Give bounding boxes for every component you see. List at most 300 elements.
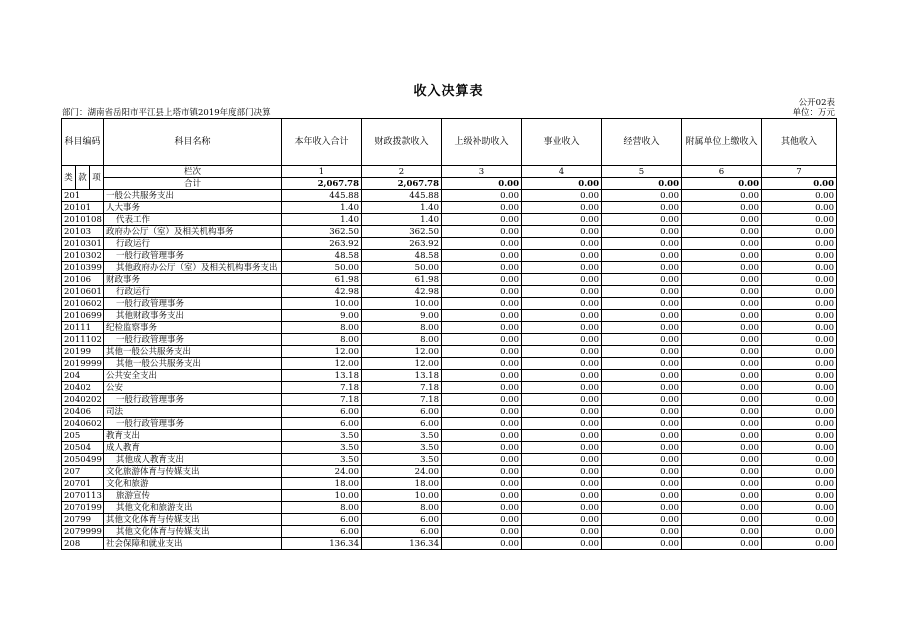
amount-cell: 0.00 [442,478,522,490]
subject-code: 2011102 [62,334,104,346]
amount-cell: 0.00 [522,466,602,478]
table-row [62,454,837,466]
table-row [62,418,837,430]
amount-cell: 1.40 [362,202,442,214]
subject-name: 人大事务 [104,202,282,214]
amount-cell: 1.40 [362,214,442,226]
amount-cell: 3.50 [362,442,442,454]
header-subject-name: 科目名称 [104,119,282,166]
amount-cell: 7.18 [282,394,362,406]
amount-cell: 6.00 [362,418,442,430]
amount-cell: 0.00 [602,238,682,250]
amount-cell: 0.00 [602,454,682,466]
subject-name: 其他财政事务支出 [104,310,282,322]
amount-cell: 0.00 [522,526,602,538]
subject-name: 文化和旅游 [104,478,282,490]
amount-cell: 0.00 [682,478,762,490]
amount-cell: 1.40 [282,214,362,226]
amount-cell: 0.00 [602,370,682,382]
form-code: 公开02表 [798,98,835,108]
amount-cell: 0.00 [522,430,602,442]
amount-cell: 0.00 [762,538,837,550]
subject-code: 205 [62,430,104,442]
subject-code: 2079999 [62,526,104,538]
table-row [62,226,837,238]
subject-name: 其他文化和旅游支出 [104,502,282,514]
amount-cell: 50.00 [362,262,442,274]
amount-cell: 0.00 [602,262,682,274]
subject-name: 行政运行 [104,286,282,298]
amount-cell: 0.00 [682,226,762,238]
table-row [62,406,837,418]
total-row [62,178,837,190]
subject-code: 2010301 [62,238,104,250]
amount-cell: 0.00 [442,454,522,466]
column-number: 4 [522,166,602,178]
amount-cell: 0.00 [762,430,837,442]
amount-cell: 0.00 [602,466,682,478]
amount-cell: 7.18 [362,382,442,394]
header-other-income: 其他收入 [762,119,837,166]
amount-cell: 18.00 [362,478,442,490]
subject-code: 20199 [62,346,104,358]
table-row [62,262,837,274]
amount-cell: 0.00 [522,202,602,214]
amount-cell: 13.18 [362,370,442,382]
header-affiliated-income: 附属单位上缴收入 [682,119,762,166]
amount-cell: 0.00 [682,466,762,478]
table-row [62,382,837,394]
subject-code: 20504 [62,442,104,454]
amount-cell: 0.00 [442,226,522,238]
subject-code: 201 [62,190,104,202]
amount-cell: 6.00 [362,406,442,418]
amount-cell: 0.00 [682,430,762,442]
subject-code: 2010108 [62,214,104,226]
subject-code: 2010399 [62,262,104,274]
amount-cell: 0.00 [682,406,762,418]
table-row [62,502,837,514]
column-number: 6 [682,166,762,178]
table-row [62,394,837,406]
subject-name: 其他一般公共服务支出 [104,346,282,358]
amount-cell: 18.00 [282,478,362,490]
subject-name: 财政事务 [104,274,282,286]
header-superior-subsidy: 上级补助收入 [442,119,522,166]
table-row [62,298,837,310]
subject-code: 20406 [62,406,104,418]
amount-cell: 0.00 [682,346,762,358]
subject-code: 20701 [62,478,104,490]
amount-cell: 0.00 [682,538,762,550]
amount-cell: 0.00 [602,358,682,370]
amount-cell: 136.34 [282,538,362,550]
amount-cell: 0.00 [442,490,522,502]
subject-code: 2070113 [62,490,104,502]
amount-cell: 0.00 [682,418,762,430]
subject-code: 20799 [62,514,104,526]
amount-cell: 0.00 [682,502,762,514]
amount-cell: 0.00 [762,322,837,334]
amount-cell: 0.00 [522,382,602,394]
amount-cell: 0.00 [442,502,522,514]
amount-cell: 362.50 [282,226,362,238]
amount-cell: 1.40 [282,202,362,214]
amount-cell: 0.00 [762,526,837,538]
amount-cell: 0.00 [682,382,762,394]
subject-name: 其他文化体育与传媒支出 [104,526,282,538]
amount-cell: 8.00 [282,322,362,334]
amount-cell: 0.00 [522,358,602,370]
column-number: 7 [762,166,837,178]
amount-cell: 0.00 [682,514,762,526]
subject-code: 2019999 [62,358,104,370]
amount-cell: 8.00 [362,502,442,514]
amount-cell: 8.00 [282,334,362,346]
amount-cell: 0.00 [522,190,602,202]
amount-cell: 0.00 [602,478,682,490]
amount-cell: 0.00 [522,226,602,238]
amount-cell: 0.00 [602,202,682,214]
amount-cell: 0.00 [522,262,602,274]
amount-cell: 0.00 [522,490,602,502]
amount-cell: 0.00 [762,262,837,274]
subject-code: 20111 [62,322,104,334]
amount-cell: 0.00 [682,298,762,310]
amount-cell: 0.00 [762,502,837,514]
amount-cell: 0.00 [522,394,602,406]
amount-cell: 61.98 [282,274,362,286]
column-number: 3 [442,166,522,178]
amount-cell: 10.00 [362,298,442,310]
subject-name: 文化旅游体育与传媒支出 [104,466,282,478]
report-title: 收入决算表 [413,84,484,99]
subject-name: 其他政府办公厅（室）及相关机构事务支出 [104,262,282,274]
amount-cell: 10.00 [282,298,362,310]
amount-cell: 0.00 [442,250,522,262]
amount-cell: 0.00 [442,238,522,250]
amount-cell: 0.00 [522,346,602,358]
amount-cell: 0.00 [522,514,602,526]
subject-code: 2010602 [62,298,104,310]
amount-cell: 0.00 [762,274,837,286]
amount-cell: 6.00 [362,526,442,538]
total-value: 0.00 [522,178,602,190]
amount-cell: 0.00 [762,334,837,346]
header-operating-income: 经营收入 [602,119,682,166]
amount-cell: 0.00 [522,334,602,346]
amount-cell: 0.00 [602,430,682,442]
amount-cell: 445.88 [282,190,362,202]
column-number-row [62,166,837,178]
amount-cell: 0.00 [762,442,837,454]
header-lei: 类 [62,166,76,190]
amount-cell: 0.00 [602,322,682,334]
amount-cell: 12.00 [362,358,442,370]
amount-cell: 0.00 [602,406,682,418]
total-value: 0.00 [602,178,682,190]
subject-name: 其他一般公共服务支出 [104,358,282,370]
amount-cell: 12.00 [282,346,362,358]
department-label: 部门：湖南省岳阳市平江县上塔市镇2019年度部门决算 [62,108,271,118]
amount-cell: 0.00 [762,394,837,406]
table-row [62,250,837,262]
amount-cell: 48.58 [362,250,442,262]
amount-cell: 0.00 [602,538,682,550]
amount-cell: 0.00 [522,406,602,418]
amount-cell: 6.00 [282,418,362,430]
subject-code: 2010302 [62,250,104,262]
total-value: 2,067.78 [282,178,362,190]
amount-cell: 0.00 [442,346,522,358]
amount-cell: 0.00 [442,466,522,478]
income-table [61,118,837,550]
amount-cell: 0.00 [442,358,522,370]
table-row [62,310,837,322]
total-value: 0.00 [762,178,837,190]
amount-cell: 0.00 [602,214,682,226]
amount-cell: 0.00 [602,490,682,502]
unit-label: 单位：万元 [792,108,835,118]
amount-cell: 0.00 [602,250,682,262]
amount-cell: 0.00 [442,406,522,418]
amount-cell: 13.18 [282,370,362,382]
amount-cell: 0.00 [762,346,837,358]
amount-cell: 8.00 [362,334,442,346]
subject-name: 其他成人教育支出 [104,454,282,466]
table-row [62,538,837,550]
amount-cell: 0.00 [522,502,602,514]
amount-cell: 0.00 [602,502,682,514]
subject-name: 司法 [104,406,282,418]
amount-cell: 0.00 [762,298,837,310]
table-row [62,190,837,202]
amount-cell: 0.00 [762,226,837,238]
subject-name: 社会保障和就业支出 [104,538,282,550]
amount-cell: 0.00 [682,262,762,274]
subject-name: 一般行政管理事务 [104,394,282,406]
subject-code: 2040602 [62,418,104,430]
column-label: 栏次 [104,166,282,178]
amount-cell: 0.00 [762,454,837,466]
subject-code: 2070199 [62,502,104,514]
amount-cell: 0.00 [522,478,602,490]
amount-cell: 0.00 [682,334,762,346]
amount-cell: 0.00 [762,382,837,394]
amount-cell: 6.00 [282,406,362,418]
amount-cell: 0.00 [442,514,522,526]
amount-cell: 0.00 [442,322,522,334]
amount-cell: 0.00 [682,238,762,250]
amount-cell: 0.00 [522,238,602,250]
amount-cell: 8.00 [282,502,362,514]
amount-cell: 0.00 [442,526,522,538]
amount-cell: 0.00 [442,262,522,274]
amount-cell: 362.50 [362,226,442,238]
amount-cell: 0.00 [682,370,762,382]
subject-name: 代表工作 [104,214,282,226]
amount-cell: 0.00 [762,250,837,262]
amount-cell: 0.00 [762,190,837,202]
subject-name: 旅游宣传 [104,490,282,502]
amount-cell: 0.00 [602,442,682,454]
subject-name: 一般行政管理事务 [104,250,282,262]
amount-cell: 7.18 [282,382,362,394]
amount-cell: 6.00 [282,514,362,526]
amount-cell: 0.00 [442,274,522,286]
total-value: 2,067.78 [362,178,442,190]
amount-cell: 0.00 [442,190,522,202]
amount-cell: 0.00 [762,214,837,226]
amount-cell: 0.00 [602,382,682,394]
table-row [62,334,837,346]
amount-cell: 0.00 [602,274,682,286]
amount-cell: 0.00 [522,370,602,382]
amount-cell: 6.00 [362,514,442,526]
amount-cell: 0.00 [442,310,522,322]
header-xiang: 项 [90,166,104,190]
subject-name: 政府办公厅（室）及相关机构事务 [104,226,282,238]
subject-name: 一般行政管理事务 [104,298,282,310]
subject-code: 207 [62,466,104,478]
table-row [62,322,837,334]
subject-name: 其他文化体育与传媒支出 [104,514,282,526]
total-value: 0.00 [442,178,522,190]
table-row [62,526,837,538]
amount-cell: 0.00 [602,526,682,538]
table-row [62,514,837,526]
amount-cell: 0.00 [762,466,837,478]
amount-cell: 0.00 [442,202,522,214]
table-row [62,358,837,370]
subject-name: 成人教育 [104,442,282,454]
amount-cell: 0.00 [682,322,762,334]
amount-cell: 0.00 [522,250,602,262]
amount-cell: 0.00 [522,310,602,322]
amount-cell: 0.00 [602,394,682,406]
header-subject-code: 科目编码 [62,119,104,166]
subject-code: 2050499 [62,454,104,466]
amount-cell: 0.00 [762,514,837,526]
subject-name: 教育支出 [104,430,282,442]
column-number: 1 [282,166,362,178]
amount-cell: 0.00 [682,490,762,502]
subject-code: 20101 [62,202,104,214]
amount-cell: 263.92 [362,238,442,250]
amount-cell: 0.00 [522,442,602,454]
table-row [62,370,837,382]
subject-name: 一般行政管理事务 [104,418,282,430]
amount-cell: 10.00 [282,490,362,502]
amount-cell: 0.00 [762,406,837,418]
amount-cell: 24.00 [282,466,362,478]
amount-cell: 0.00 [682,394,762,406]
amount-cell: 9.00 [362,310,442,322]
amount-cell: 0.00 [682,214,762,226]
amount-cell: 9.00 [282,310,362,322]
amount-cell: 0.00 [522,298,602,310]
amount-cell: 0.00 [522,274,602,286]
amount-cell: 3.50 [282,442,362,454]
subject-code: 20106 [62,274,104,286]
amount-cell: 0.00 [602,286,682,298]
subject-name: 行政运行 [104,238,282,250]
amount-cell: 0.00 [522,322,602,334]
header-total-income: 本年收入合计 [282,119,362,166]
amount-cell: 0.00 [602,514,682,526]
amount-cell: 0.00 [442,286,522,298]
amount-cell: 0.00 [522,214,602,226]
amount-cell: 0.00 [762,478,837,490]
amount-cell: 0.00 [602,346,682,358]
amount-cell: 3.50 [362,454,442,466]
amount-cell: 0.00 [762,490,837,502]
amount-cell: 263.92 [282,238,362,250]
amount-cell: 0.00 [442,538,522,550]
table-row [62,274,837,286]
table-row [62,466,837,478]
subject-name: 纪检监察事务 [104,322,282,334]
subject-name: 公共安全支出 [104,370,282,382]
subject-code: 2040202 [62,394,104,406]
amount-cell: 0.00 [602,418,682,430]
amount-cell: 0.00 [762,310,837,322]
subject-code: 204 [62,370,104,382]
amount-cell: 0.00 [442,298,522,310]
table-row [62,490,837,502]
table-row [62,346,837,358]
amount-cell: 7.18 [362,394,442,406]
subject-code: 20103 [62,226,104,238]
amount-cell: 0.00 [442,370,522,382]
amount-cell: 0.00 [762,202,837,214]
amount-cell: 6.00 [282,526,362,538]
amount-cell: 0.00 [762,418,837,430]
amount-cell: 0.00 [602,190,682,202]
table-row [62,214,837,226]
table-row [62,238,837,250]
subject-code: 208 [62,538,104,550]
header-row [62,119,837,166]
subject-name: 一般行政管理事务 [104,334,282,346]
amount-cell: 0.00 [682,358,762,370]
subject-code: 2010699 [62,310,104,322]
amount-cell: 0.00 [442,442,522,454]
amount-cell: 0.00 [442,394,522,406]
total-label: 合计 [104,178,282,190]
amount-cell: 50.00 [282,262,362,274]
amount-cell: 3.50 [282,454,362,466]
column-number: 2 [362,166,442,178]
subject-code: 2010601 [62,286,104,298]
amount-cell: 0.00 [602,298,682,310]
table-row [62,430,837,442]
amount-cell: 445.88 [362,190,442,202]
amount-cell: 42.98 [282,286,362,298]
amount-cell: 12.00 [282,358,362,370]
table-row [62,478,837,490]
amount-cell: 0.00 [682,274,762,286]
amount-cell: 0.00 [522,286,602,298]
amount-cell: 0.00 [602,334,682,346]
amount-cell: 0.00 [682,202,762,214]
amount-cell: 0.00 [442,430,522,442]
amount-cell: 0.00 [682,526,762,538]
column-number: 5 [602,166,682,178]
amount-cell: 61.98 [362,274,442,286]
amount-cell: 0.00 [602,226,682,238]
amount-cell: 12.00 [362,346,442,358]
